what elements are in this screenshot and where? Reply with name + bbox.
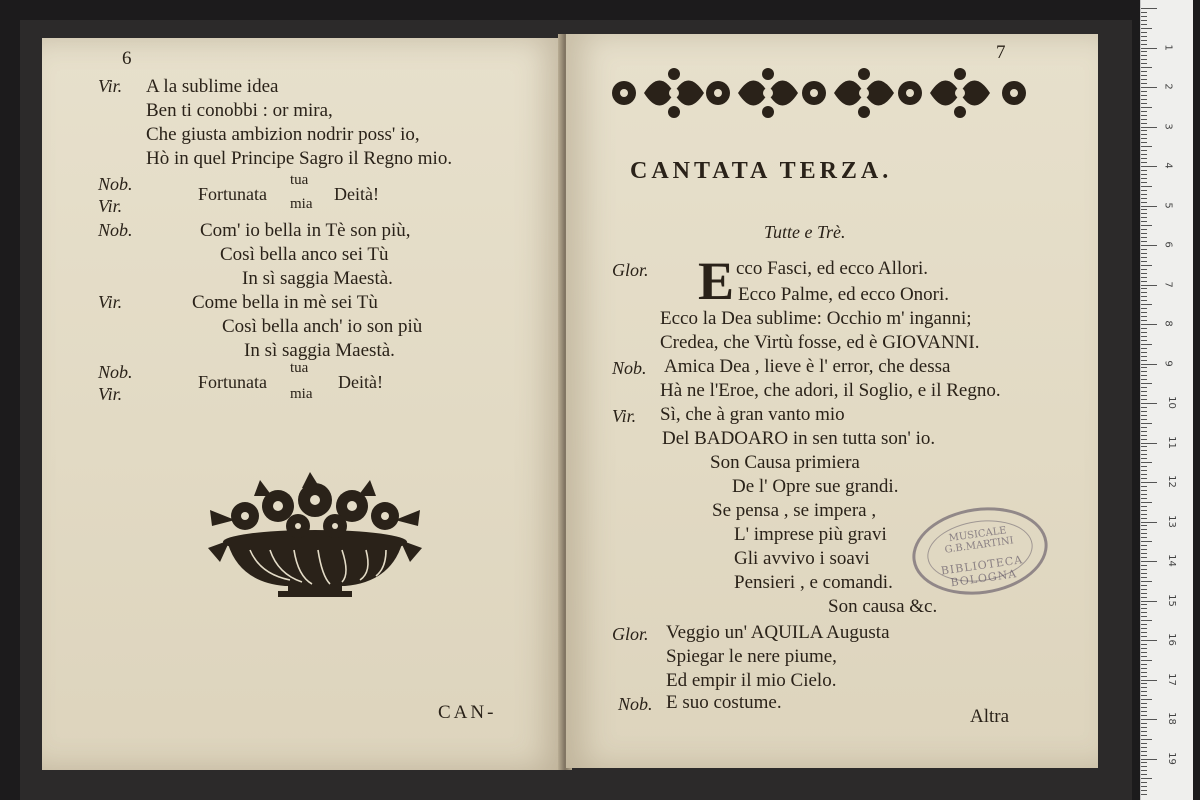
ruler-tick	[1141, 59, 1147, 60]
verse-line: Spiegar le nere piume,	[666, 646, 837, 667]
ruler-number: 9	[1162, 359, 1174, 367]
ruler-tick	[1141, 75, 1147, 76]
ruler-tick	[1141, 719, 1157, 720]
ruler-number: 1	[1162, 43, 1174, 51]
catchword: Altra	[970, 706, 1010, 727]
ruler-tick	[1141, 486, 1147, 487]
ruler-tick	[1141, 130, 1147, 131]
ruler-tick	[1141, 731, 1147, 732]
verse-line: Gli avvivo i soavi	[734, 548, 870, 569]
ruler-tick	[1141, 565, 1147, 566]
ruler-tick	[1141, 269, 1147, 270]
ruler-tick	[1141, 577, 1147, 578]
duet-alt-bottom: mia	[290, 196, 313, 212]
ruler-tick	[1141, 336, 1147, 337]
ruler-number: 3	[1162, 122, 1174, 130]
ruler-tick	[1141, 644, 1147, 645]
ruler-tick	[1141, 296, 1147, 297]
ruler-tick	[1141, 324, 1157, 325]
ruler-tick	[1141, 221, 1147, 222]
ruler-tick	[1141, 146, 1152, 147]
ruler-tick	[1141, 138, 1147, 139]
speaker-label: Nob.	[618, 694, 653, 714]
verse-line: Se pensa , se impera ,	[712, 500, 877, 521]
ruler-tick	[1141, 593, 1147, 594]
ruler-tick	[1141, 28, 1152, 29]
ruler-tick	[1141, 265, 1152, 266]
verse-line: L' imprese più gravi	[734, 524, 887, 545]
speaker-label: Vir.	[98, 384, 123, 404]
ruler-tick	[1141, 541, 1152, 542]
ruler-tick	[1141, 79, 1147, 80]
duet-alt-bottom: mia	[290, 386, 313, 402]
ruler-tick	[1141, 569, 1147, 570]
ruler-tick	[1141, 383, 1152, 384]
ruler-tick	[1141, 743, 1147, 744]
duet-alt-top: tua	[290, 360, 309, 376]
ruler-tick	[1141, 316, 1147, 317]
duet-word: Deità!	[338, 372, 383, 392]
verse-line: Del BADOARO in sen tutta son' io.	[662, 428, 936, 449]
ruler-tick	[1141, 443, 1157, 444]
ruler-tick	[1141, 134, 1147, 135]
ruler-tick	[1141, 344, 1152, 345]
ruler-tick	[1141, 707, 1147, 708]
ruler-tick	[1141, 281, 1147, 282]
ruler-tick	[1141, 300, 1147, 301]
ruler-tick	[1141, 549, 1147, 550]
ruler-tick	[1141, 127, 1157, 128]
ruler-tick	[1141, 87, 1157, 88]
ruler-tick	[1141, 770, 1147, 771]
page-number-right: 7	[996, 42, 1006, 63]
ruler-tick	[1141, 676, 1147, 677]
ruler-tick	[1141, 778, 1152, 779]
verse-line: Come bella in mè sei Tù	[192, 292, 378, 313]
ruler-tick	[1141, 672, 1147, 673]
ruler-tick	[1141, 312, 1147, 313]
ruler-tick	[1141, 648, 1147, 649]
ruler-tick	[1141, 735, 1147, 736]
ruler-tick	[1141, 585, 1147, 586]
ruler-tick	[1141, 194, 1147, 195]
duet-alt-top: tua	[290, 172, 309, 188]
ruler-tick	[1141, 178, 1147, 179]
ruler-tick	[1141, 506, 1147, 507]
speaker-label: Vir.	[98, 292, 123, 312]
ruler-tick	[1141, 241, 1147, 242]
ruler-tick	[1141, 435, 1147, 436]
ruler-tick	[1141, 154, 1147, 155]
ruler-tick	[1141, 186, 1152, 187]
ruler-tick	[1141, 640, 1157, 641]
ruler-tick	[1141, 395, 1147, 396]
ruler-tick	[1141, 589, 1147, 590]
ruler-tick	[1141, 612, 1147, 613]
ruler-tick	[1141, 411, 1147, 412]
ruler-tick	[1141, 450, 1147, 451]
ruler-tick	[1141, 229, 1147, 230]
ruler-tick	[1141, 237, 1147, 238]
verse-line: Così bella anco sei Tù	[220, 244, 389, 265]
ruler-tick	[1141, 786, 1147, 787]
ruler-number: 10	[1165, 396, 1177, 409]
ruler-tick	[1141, 257, 1147, 258]
ruler-tick	[1141, 407, 1147, 408]
ruler-tick	[1141, 691, 1147, 692]
verse-line: Che giusta ambizion nodrir poss' io,	[146, 124, 420, 145]
ruler-tick	[1141, 624, 1147, 625]
verse-line: Ecco Palme, ed ecco Onori.	[738, 284, 950, 305]
ruler-tick	[1141, 581, 1152, 582]
ruler-tick	[1141, 533, 1147, 534]
ruler-tick	[1141, 277, 1147, 278]
ruler-number: 15	[1165, 593, 1177, 607]
ruler-tick	[1141, 652, 1147, 653]
ruler-tick	[1141, 419, 1147, 420]
ruler-tick	[1141, 190, 1147, 191]
ruler-tick	[1141, 739, 1152, 740]
ruler-tick	[1141, 759, 1157, 760]
verse-line: Così bella anch' io son più	[222, 316, 423, 337]
ruler-tick	[1141, 498, 1147, 499]
ruler-tick	[1141, 348, 1147, 349]
verse-line: Ecco la Dea sublime: Occhio m' inganni;	[660, 308, 972, 329]
ruler-tick	[1141, 182, 1147, 183]
ruler-tick	[1141, 755, 1147, 756]
ruler-tick	[1141, 40, 1147, 41]
ruler-tick	[1141, 213, 1147, 214]
speaker-label: Glor.	[612, 624, 649, 644]
ruler-tick	[1141, 557, 1147, 558]
ruler-tick	[1141, 597, 1147, 598]
ruler-tick	[1141, 379, 1147, 380]
ruler-tick	[1141, 158, 1147, 159]
verse-line: Son causa &c.	[828, 596, 938, 617]
ruler-tick	[1141, 202, 1147, 203]
ruler-tick	[1141, 727, 1147, 728]
verse-line: Veggio un' AQUILA Augusta	[666, 622, 890, 643]
ruler-tick	[1141, 545, 1147, 546]
ruler-tick	[1141, 474, 1147, 475]
ruler-tick	[1141, 340, 1147, 341]
ruler-tick	[1141, 604, 1147, 605]
ruler-number: 5	[1162, 201, 1174, 209]
right-page	[566, 34, 1098, 768]
ruler-tick	[1141, 123, 1147, 124]
ruler-tick	[1141, 494, 1147, 495]
duet-word: Fortunata	[198, 372, 267, 392]
ruler-tick	[1141, 375, 1147, 376]
verse-line: A la sublime idea	[146, 76, 279, 97]
duet-word: Fortunata	[198, 184, 267, 204]
stamp-text-bottom: BIBLIOTECA BOLOGNA	[940, 553, 1024, 590]
ruler-tick	[1141, 198, 1147, 199]
speaker-label: Nob.	[612, 358, 647, 378]
ruler-tick	[1141, 249, 1147, 250]
ruler-tick	[1141, 320, 1147, 321]
verse-line: Ben ti conobbi : or mira,	[146, 100, 333, 121]
ruler-tick	[1141, 174, 1147, 175]
ruler-number: 14	[1165, 554, 1177, 567]
drop-cap: E	[698, 251, 735, 311]
ruler-number: 18	[1165, 712, 1177, 725]
ruler-tick	[1141, 32, 1147, 33]
ruler-tick	[1141, 573, 1147, 574]
ruler-tick	[1141, 119, 1147, 120]
ruler-tick	[1141, 391, 1147, 392]
ruler-tick	[1141, 680, 1157, 681]
ruler-tick	[1141, 36, 1147, 37]
ruler-number: 12	[1165, 475, 1177, 488]
ruler-tick	[1141, 356, 1147, 357]
ruler-tick	[1141, 431, 1147, 432]
ruler-number: 16	[1165, 633, 1177, 646]
ruler-tick	[1141, 150, 1147, 151]
ruler-tick	[1141, 48, 1157, 49]
stamp-text-top: MUSICALE G.B.MARTINI	[944, 525, 1015, 556]
ruler-tick	[1141, 95, 1147, 96]
ruler-tick	[1141, 170, 1147, 171]
verse-line: Son Causa primiera	[710, 452, 860, 473]
ruler-tick	[1141, 328, 1147, 329]
ruler-number: 19	[1165, 751, 1177, 765]
ruler-tick	[1141, 766, 1147, 767]
ruler-number: 8	[1162, 320, 1174, 327]
verse-line: cco Fasci, ed ecco Allori.	[736, 258, 929, 279]
ruler-tick	[1141, 664, 1147, 665]
ruler-tick	[1141, 723, 1147, 724]
ruler-number: 7	[1162, 280, 1174, 288]
flower-basket-illustration	[190, 470, 440, 600]
left-page	[42, 38, 564, 770]
ruler-tick	[1141, 225, 1152, 226]
ruler-tick	[1141, 529, 1147, 530]
ruler-tick	[1141, 668, 1147, 669]
ruler-tick	[1141, 747, 1147, 748]
ruler-tick	[1141, 206, 1157, 207]
verse-line: In sì saggia Maestà.	[242, 268, 393, 289]
ruler-tick	[1141, 427, 1147, 428]
ruler-tick	[1141, 537, 1147, 538]
ruler-tick	[1141, 695, 1147, 696]
ruler-tick	[1141, 44, 1147, 45]
ruler-tick	[1141, 782, 1147, 783]
ruler-tick	[1141, 162, 1147, 163]
ruler-tick	[1141, 387, 1147, 388]
verse-line: Sì, che à gran vanto mio	[660, 404, 845, 425]
ruler-tick	[1141, 308, 1147, 309]
verse-line: In sì saggia Maestà.	[244, 340, 395, 361]
speaker-label: Nob.	[98, 220, 133, 240]
ruler-tick	[1141, 794, 1147, 795]
ruler-tick	[1141, 304, 1152, 305]
ruler-tick	[1141, 632, 1147, 633]
measuring-ruler	[1140, 0, 1193, 800]
speaker-label: Nob.	[98, 362, 133, 382]
ruler-tick	[1141, 608, 1147, 609]
ruler-tick	[1141, 751, 1147, 752]
ruler-number: 17	[1165, 672, 1177, 686]
ruler-tick	[1141, 352, 1147, 353]
ruler-tick	[1141, 166, 1157, 167]
ruler-tick	[1141, 111, 1147, 112]
ruler-number: 2	[1162, 83, 1174, 90]
ruler-tick	[1141, 458, 1147, 459]
ruler-tick	[1141, 454, 1147, 455]
verse-line: Amica Dea , lieve è l' error, che dessa	[664, 356, 951, 377]
ruler-tick	[1141, 703, 1147, 704]
ruler-tick	[1141, 553, 1147, 554]
speaker-label: Glor.	[612, 260, 649, 280]
verse-line: Credea, che Virtù fosse, ed è GIOVANNI.	[660, 332, 980, 353]
ruler-tick	[1141, 620, 1152, 621]
verse-line: E suo costume.	[666, 692, 782, 713]
ruler-tick	[1141, 288, 1147, 289]
ruler-tick	[1141, 142, 1147, 143]
ruler-tick	[1141, 63, 1147, 64]
ruler-tick	[1141, 762, 1147, 763]
ruler-tick	[1141, 446, 1147, 447]
speaker-label: Nob.	[98, 174, 133, 194]
duet-word: Deità!	[334, 184, 379, 204]
ruler-tick	[1141, 415, 1147, 416]
ruler-tick	[1141, 71, 1147, 72]
cantata-subtitle: Tutte e Trè.	[764, 222, 846, 242]
ruler-tick	[1141, 115, 1147, 116]
ruler-tick	[1141, 711, 1147, 712]
ruler-tick	[1141, 687, 1147, 688]
ruler-tick	[1141, 217, 1147, 218]
ruler-tick	[1141, 462, 1152, 463]
ruler-tick	[1141, 107, 1152, 108]
ruler-tick	[1141, 616, 1147, 617]
ruler-tick	[1141, 12, 1147, 13]
ruler-tick	[1141, 439, 1147, 440]
ruler-tick	[1141, 16, 1147, 17]
ruler-tick	[1141, 601, 1157, 602]
ruler-tick	[1141, 790, 1147, 791]
ruler-tick	[1141, 525, 1147, 526]
ruler-tick	[1141, 83, 1147, 84]
ruler-tick	[1141, 466, 1147, 467]
ruler-tick	[1141, 478, 1147, 479]
ruler-tick	[1141, 67, 1152, 68]
ruler-tick	[1141, 285, 1157, 286]
ruler-tick	[1141, 371, 1147, 372]
ruler-tick	[1141, 482, 1157, 483]
ruler-tick	[1141, 502, 1152, 503]
ruler-tick	[1141, 522, 1157, 523]
ruler-tick	[1141, 360, 1147, 361]
ornamental-headpiece	[610, 62, 1030, 124]
ruler-tick	[1141, 24, 1147, 25]
ruler-number: 6	[1162, 241, 1174, 248]
ruler-tick	[1141, 209, 1147, 210]
ruler-tick	[1141, 99, 1147, 100]
ruler-tick	[1141, 514, 1147, 515]
ruler-tick	[1141, 51, 1147, 52]
ruler-tick	[1141, 245, 1157, 246]
ruler-tick	[1141, 253, 1147, 254]
ruler-tick	[1141, 20, 1147, 21]
ruler-tick	[1141, 292, 1147, 293]
verse-line: Hò in quel Principe Sagro il Regno mio.	[146, 148, 453, 169]
ruler-tick	[1141, 273, 1147, 274]
verse-line: Pensieri , e comandi.	[734, 572, 893, 593]
ruler-tick	[1141, 403, 1157, 404]
ruler-tick	[1141, 261, 1147, 262]
ruler-tick	[1141, 683, 1147, 684]
ruler-tick	[1141, 332, 1147, 333]
ruler-tick	[1141, 628, 1147, 629]
catchword: CAN-	[438, 702, 497, 723]
cantata-title: CANTATA TERZA.	[630, 158, 893, 184]
ruler-number: 4	[1162, 162, 1174, 169]
ruler-tick	[1141, 423, 1152, 424]
ruler-tick	[1141, 636, 1147, 637]
ruler-tick	[1141, 490, 1147, 491]
ruler-tick	[1141, 656, 1147, 657]
ruler-tick	[1141, 8, 1157, 9]
verse-line: Com' io bella in Tè son più,	[200, 220, 411, 241]
ruler-tick	[1141, 55, 1147, 56]
ruler-number: 13	[1165, 514, 1177, 528]
ruler-tick	[1141, 561, 1157, 562]
page-number-left: 6	[122, 48, 132, 69]
ruler-tick	[1141, 367, 1147, 368]
ruler-number: 11	[1165, 435, 1177, 449]
ruler-tick	[1141, 518, 1147, 519]
ruler-tick	[1141, 510, 1147, 511]
ruler-tick	[1141, 699, 1152, 700]
speaker-label: Vir.	[98, 76, 123, 96]
verse-line: Ed empir il mio Cielo.	[666, 670, 837, 691]
ruler-tick	[1141, 399, 1147, 400]
verse-line: De l' Opre sue grandi.	[732, 476, 899, 497]
ruler-tick	[1141, 774, 1147, 775]
ruler-tick	[1141, 103, 1147, 104]
ruler-tick	[1141, 233, 1147, 234]
speaker-label: Vir.	[98, 196, 123, 216]
ruler-tick	[1141, 364, 1157, 365]
ruler-tick	[1141, 660, 1152, 661]
ruler-tick	[1141, 91, 1147, 92]
speaker-label: Vir.	[612, 406, 637, 426]
verse-line: Hà ne l'Eroe, che adori, il Soglio, e il Regno.	[660, 380, 1001, 401]
ruler-tick	[1141, 715, 1147, 716]
ruler-tick	[1141, 470, 1147, 471]
